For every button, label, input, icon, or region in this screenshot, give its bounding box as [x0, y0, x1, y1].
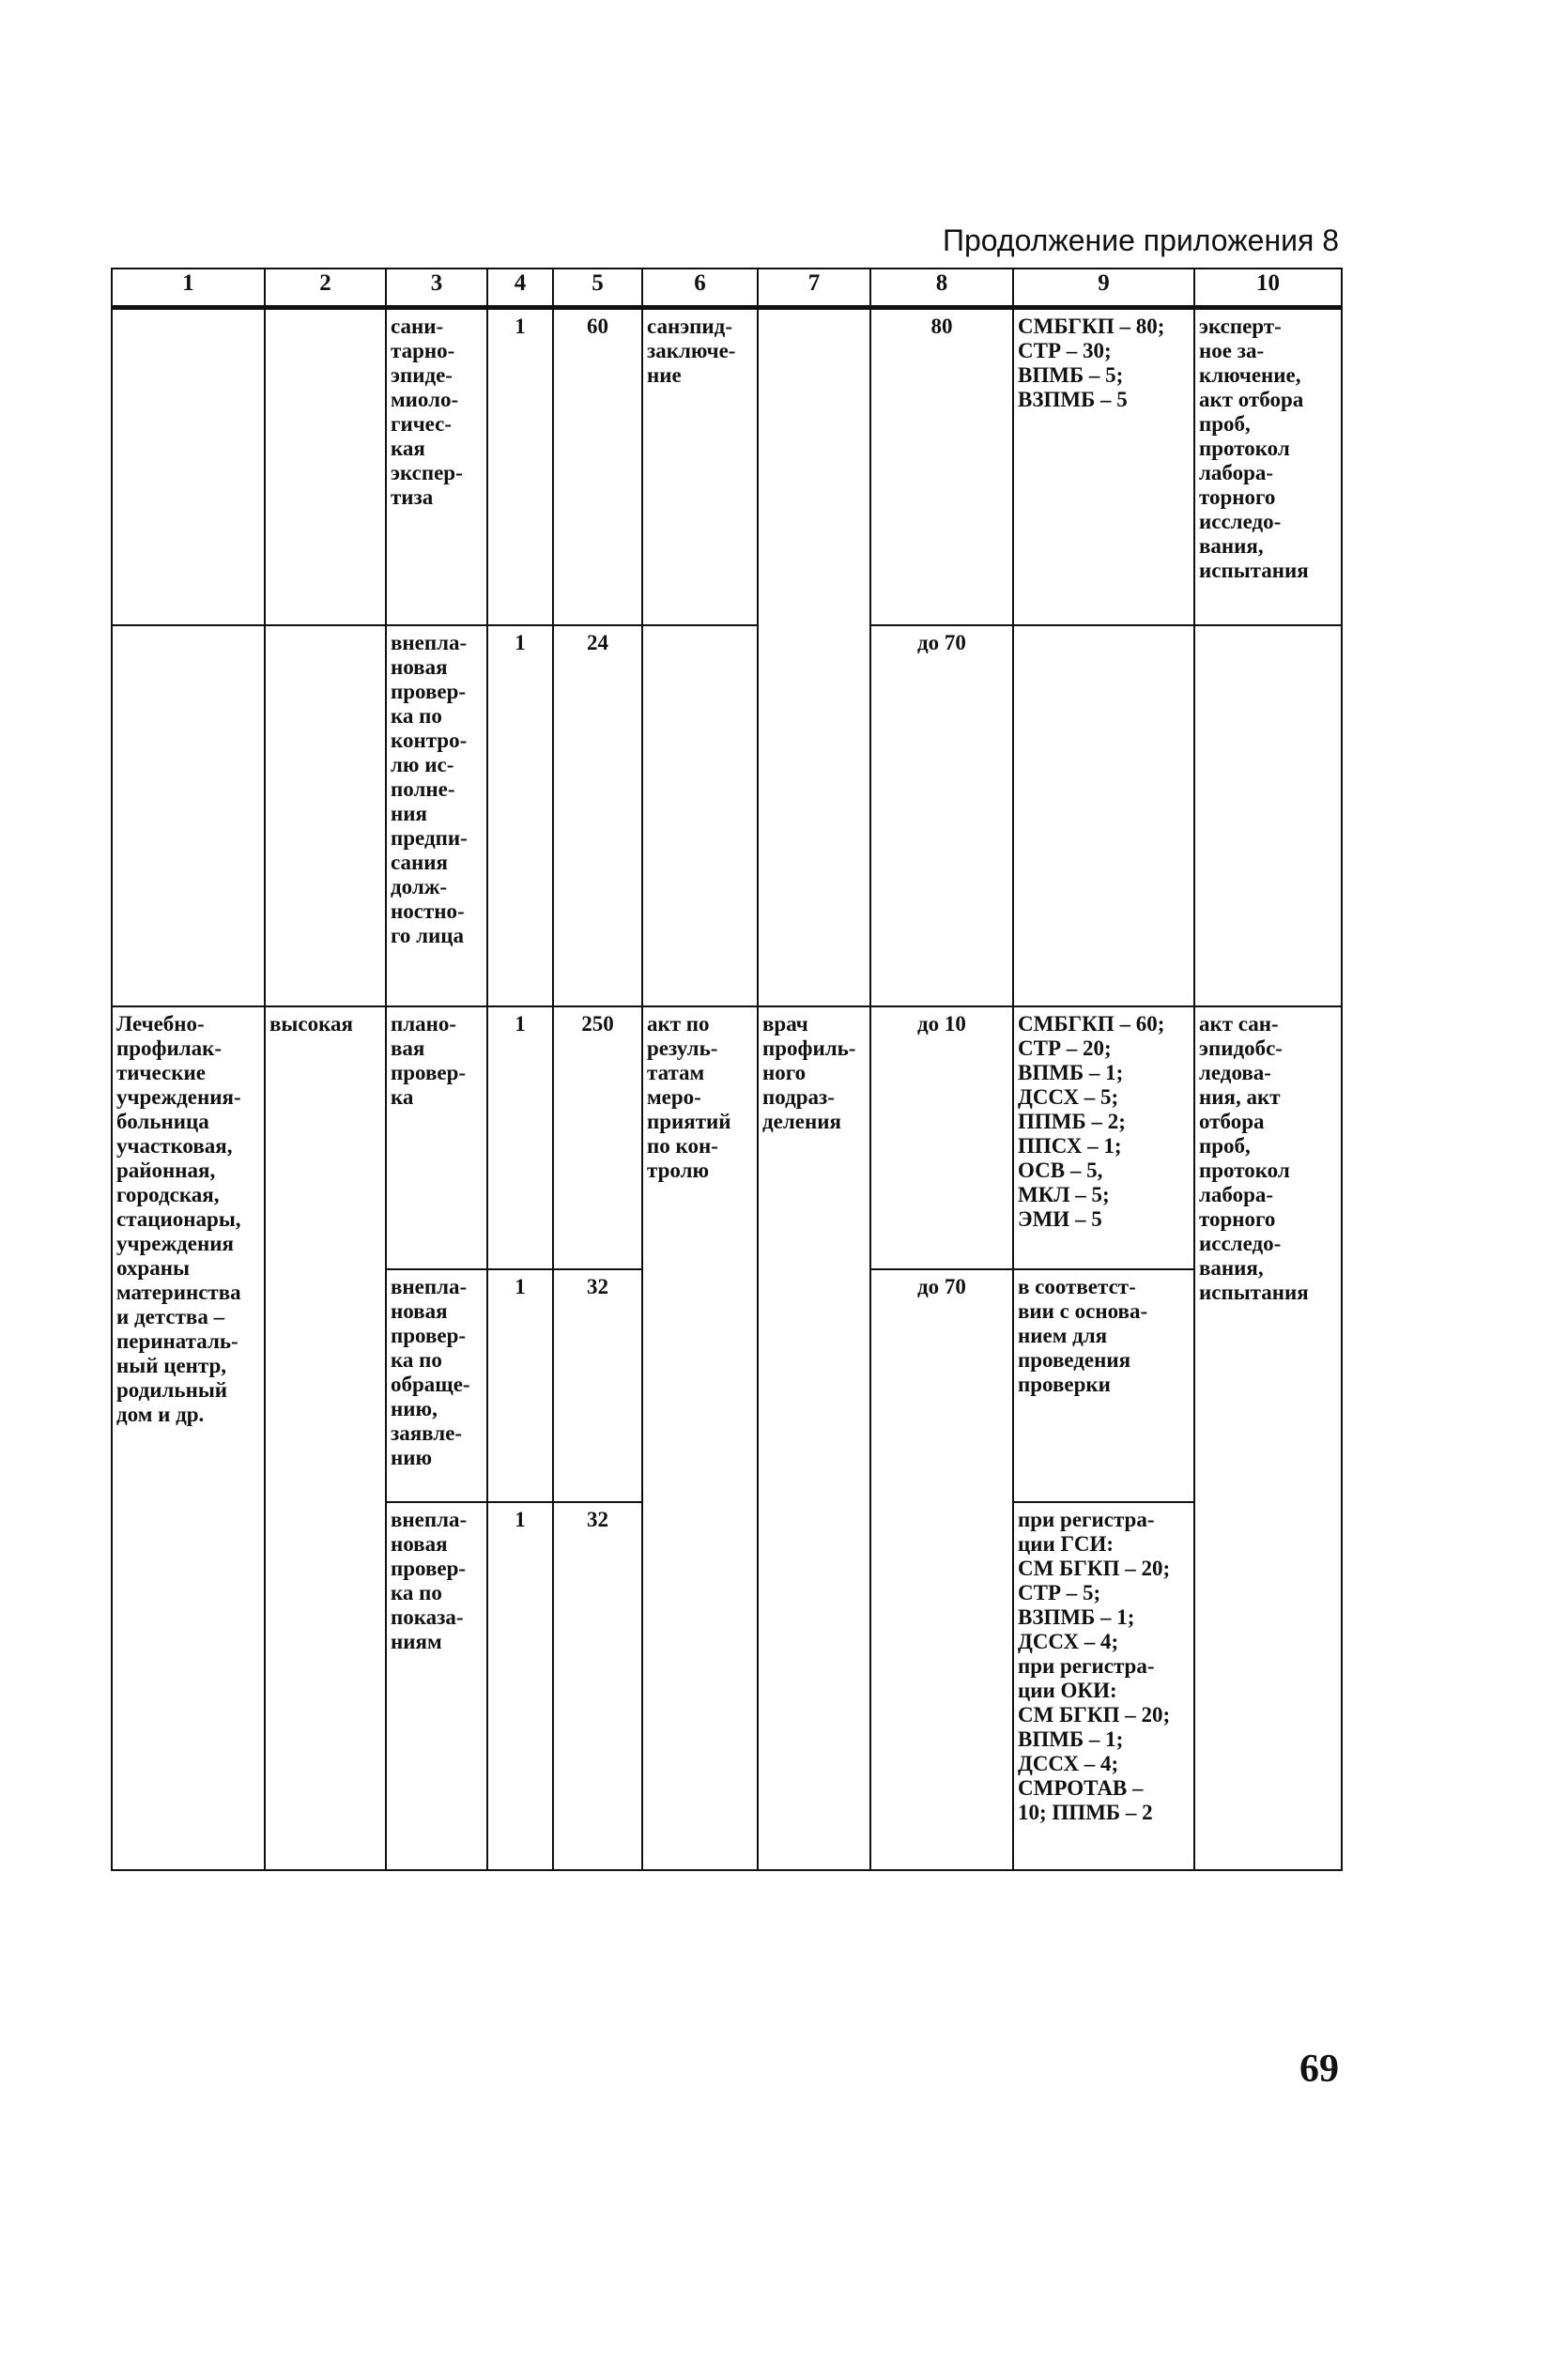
cell-r3-c3: плано- вая провер- ка — [386, 1006, 487, 1269]
col-header-5: 5 — [553, 269, 642, 308]
cell-r1-c8: 80 — [870, 308, 1013, 625]
cell-r1-c7 — [758, 308, 870, 1006]
cell-r1-c3: сани- тарно- эпиде- миоло- гичес- кая экспер- тиза — [386, 308, 487, 625]
cell-r3-c10: акт сан- эпидобс- ледова- ния, акт отбора проб, протокол лабора- торного исследо- вания, испытания — [1194, 1006, 1342, 1870]
cell-r2-c5: 24 — [553, 625, 642, 1006]
cell-r4-c3: внепла- новая провер- ка по обраще- нию, заявле- нию — [386, 1269, 487, 1502]
col-header-3: 3 — [386, 269, 487, 308]
cell-r4-c5: 32 — [553, 1269, 642, 1502]
cell-r2-c6 — [642, 625, 758, 1006]
cell-r2-c8: до 70 — [870, 625, 1013, 1006]
table-row — [112, 625, 1342, 1006]
cell-r5-c3: внепла- новая провер- ка по показа- ниям — [386, 1502, 487, 1870]
col-header-2: 2 — [265, 269, 386, 308]
appendix-table — [111, 268, 1343, 1871]
cell-r5-c5: 32 — [553, 1502, 642, 1870]
col-header-7: 7 — [758, 269, 870, 308]
col-header-9: 9 — [1013, 269, 1194, 308]
cell-r3-c5: 250 — [553, 1006, 642, 1269]
col-header-4: 4 — [487, 269, 553, 308]
cell-r3-c2: высокая — [265, 1006, 386, 1870]
col-header-10: 10 — [1194, 269, 1342, 308]
header-row — [112, 269, 1342, 308]
cell-r1-c2 — [265, 308, 386, 625]
col-header-6: 6 — [642, 269, 758, 308]
cell-r5-c9: при регистра- ции ГСИ: СМ БГКП – 20; СТР – 5; ВЗПМБ – 1; ДССХ – 4; при регистра- ции ОКИ: СМ БГКП – 20; ВПМБ – 1; ДССХ – 4; СМРОТАВ – 10; ППМБ – 2 — [1013, 1502, 1194, 1870]
cell-r2-c2 — [265, 625, 386, 1006]
cell-r1-c5: 60 — [553, 308, 642, 625]
cell-r1-c4: 1 — [487, 308, 553, 625]
cell-r3-c7: врач профиль- ного подраз- деления — [758, 1006, 870, 1870]
cell-r2-c3: внепла- новая провер- ка по контро- лю ис- полне- ния предпи- сания долж- ностно- го лица — [386, 625, 487, 1006]
col-header-8: 8 — [870, 269, 1013, 308]
cell-r1-c1 — [112, 308, 265, 625]
page-number: 69 — [1299, 2048, 1339, 2091]
cell-r3-c4: 1 — [487, 1006, 553, 1269]
cell-r3-c6: акт по резуль- татам меро- приятий по кон- тролю — [642, 1006, 758, 1870]
cell-r5-c4: 1 — [487, 1502, 553, 1870]
table-row — [112, 308, 1342, 625]
table-row — [112, 1006, 1342, 1269]
cell-r2-c4: 1 — [487, 625, 553, 1006]
cell-r2-c9 — [1013, 625, 1194, 1006]
cell-r2-c10 — [1194, 625, 1342, 1006]
cell-r1-c10: эксперт- ное за- ключение, акт отбора проб, протокол лабора- торного исследо- вания, испытания — [1194, 308, 1342, 625]
cell-r3-c9: СМБГКП – 60; СТР – 20; ВПМБ – 1; ДССХ – 5; ППМБ – 2; ППСХ – 1; ОСВ – 5, МКЛ – 5; ЭМИ – 5 — [1013, 1006, 1194, 1269]
cell-r4-c9: в соответст- вии с основа- нием для проведения проверки — [1013, 1269, 1194, 1502]
cell-r1-c6: санэпид- заключе- ние — [642, 308, 758, 625]
col-header-1: 1 — [112, 269, 265, 308]
cell-r4-c4: 1 — [487, 1269, 553, 1502]
cell-r3-c1: Лечебно- профилак- тические учреждения- больница участковая, районная, городская, стационары, учреждения охраны материнства и детства – перинаталь- ный центр, родильный дом и др. — [112, 1006, 265, 1870]
cell-r1-c9: СМБГКП – 80; СТР – 30; ВПМБ – 5; ВЗПМБ – 5 — [1013, 308, 1194, 625]
continuation-title: Продолжение приложения 8 — [943, 223, 1339, 257]
cell-r2-c1 — [112, 625, 265, 1006]
cell-r3-c8: до 10 — [870, 1006, 1013, 1269]
cell-r4-c8: до 70 — [870, 1269, 1013, 1870]
